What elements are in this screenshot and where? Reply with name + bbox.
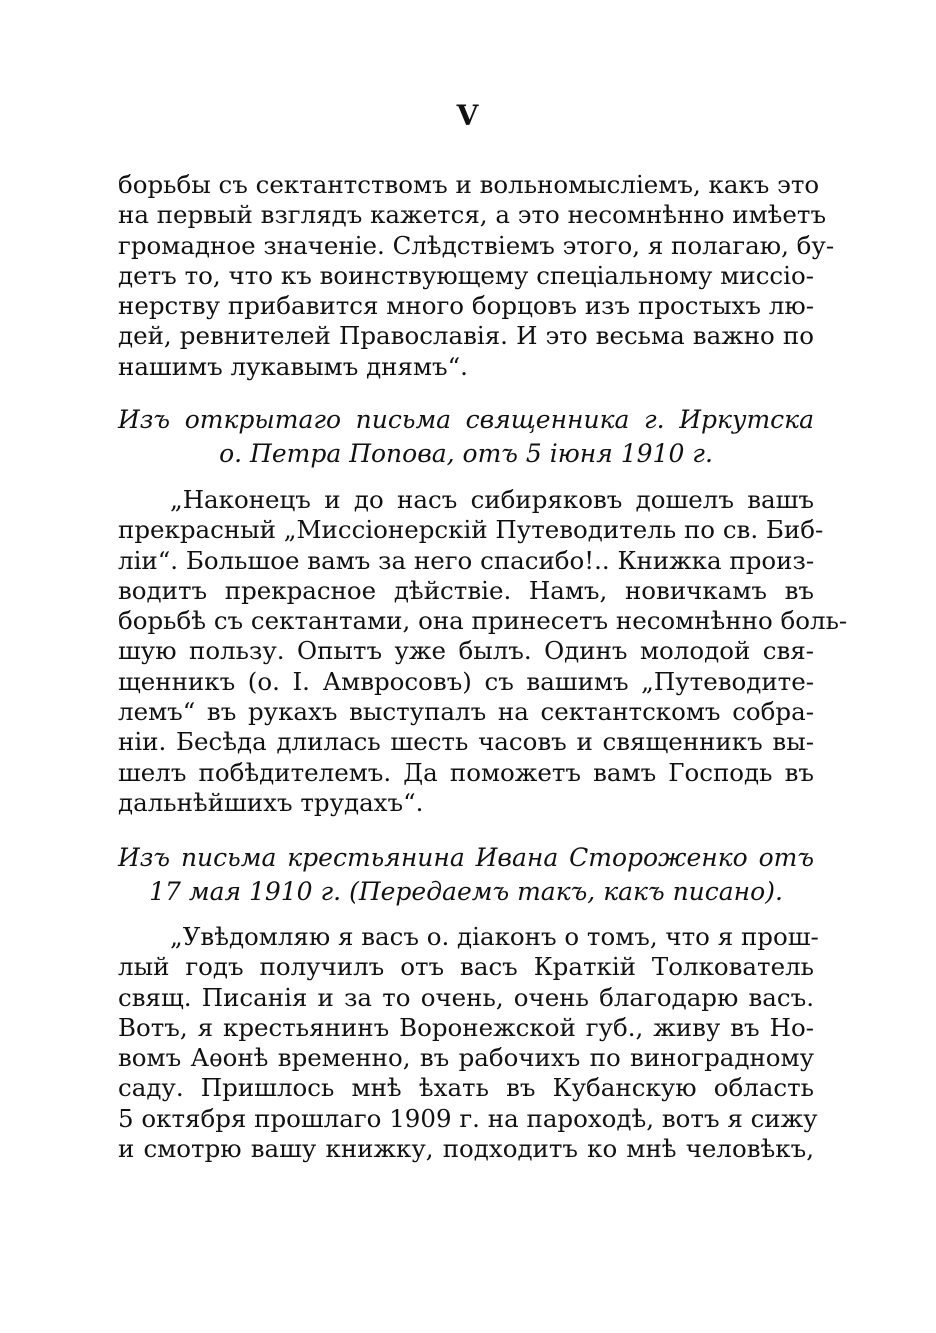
- text-line: шую пользу. Опытъ уже былъ. Одинъ молодой свя-: [118, 636, 814, 666]
- text-line: нашимъ лукавымъ днямъ“.: [118, 351, 468, 381]
- heading-line: Изъ письма крестьянина Ивана Стороженко отъ: [118, 843, 814, 872]
- text-line: и смотрю вашу книжку, подходитъ ко мнѣ человѣкъ,: [118, 1134, 814, 1164]
- text-line: детъ то, что къ воинствующему спеціальному миссіо-: [118, 260, 814, 290]
- heading-line: Изъ открытаго письма священника г. Иркутска: [118, 405, 814, 434]
- text-line: борьбы съ сектантствомъ и вольномысліемъ, какъ это: [118, 170, 820, 199]
- text-line: громадное значеніе. Слѣдствіемъ этого, я полагаю, бу-: [118, 230, 835, 260]
- text-line: дей, ревнителей Православія. И это весьма важно по: [118, 321, 814, 351]
- heading-line: о. Петра Попова, отъ 5 іюня 1910 г.: [219, 439, 713, 468]
- text-line: лый годъ получилъ отъ васъ Краткій Толкователь: [118, 952, 814, 982]
- text-line: ніи. Бесѣда длилась шесть часовъ и священникъ вы-: [118, 727, 814, 757]
- page-number: V: [456, 99, 480, 132]
- text-line: свящ. Писанія и за то очень, очень благодарю васъ.: [118, 982, 814, 1012]
- paragraph-1: [118, 170, 835, 382]
- text-line: водитъ прекрасное дѣйствіе. Намъ, новичкамъ въ: [118, 575, 814, 605]
- paragraph-3: [118, 922, 819, 1164]
- text-line: лемъ“ въ рукахъ выступалъ на сектантскомъ собра-: [118, 697, 814, 727]
- text-line: борьбѣ съ сектантами, она принесетъ несомнѣнно боль-: [118, 606, 848, 636]
- text-line: щенникъ (о. І. Амвросовъ) съ вашимъ „Путеводите-: [118, 666, 814, 696]
- heading-line: 17 мая 1910 г. (Передаемъ такъ, какъ писано).: [149, 877, 783, 906]
- text-line: „Наконецъ и до насъ сибиряковъ дошелъ вашъ: [170, 485, 814, 514]
- text-line: Вотъ, я крестьянинъ Воронежской губ., живу въ Но-: [118, 1012, 814, 1042]
- text-line: ліи“. Большое вамъ за него спасибо!.. Книжка произ-: [118, 545, 815, 575]
- text-line: 5 октября прошлаго 1909 г. на пароходѣ, вотъ я сижу: [118, 1103, 818, 1133]
- text-line: „Увѣдомляю я васъ о. діаконъ о томъ, что я прош-: [170, 922, 819, 951]
- text-line: шелъ побѣдителемъ. Да поможетъ вамъ Господь въ: [118, 757, 814, 787]
- paragraph-2: [118, 485, 848, 818]
- text-line: нерству прибавится много борцовъ изъ простыхъ лю-: [118, 291, 814, 321]
- text-line: прекрасный „Миссіонерскій Путеводитель по св. Биб-: [118, 515, 824, 545]
- section-heading-1: [118, 403, 814, 471]
- text-line: дальнѣйшихъ трудахъ“.: [118, 787, 424, 817]
- text-line: вомъ Аѳонѣ временно, въ рабочихъ по виноградному: [118, 1043, 814, 1073]
- text-line: саду. Пришлось мнѣ ѣхать въ Кубанскую область: [118, 1073, 814, 1103]
- section-heading-2: [118, 841, 814, 909]
- text-line: на первый взглядъ кажется, а это несомнѣнно имѣетъ: [118, 200, 827, 230]
